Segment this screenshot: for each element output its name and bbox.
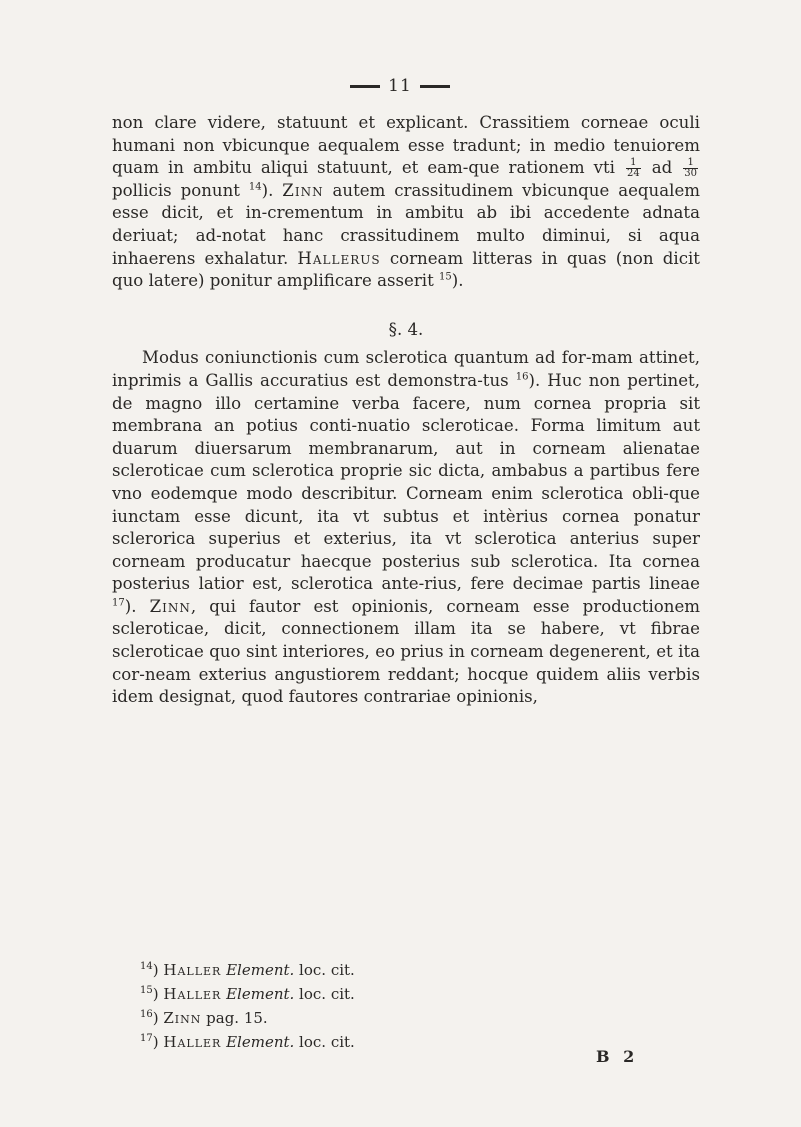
footnote-ref-17: 17 [112,597,125,609]
section-heading: §. 4. [388,319,424,339]
page-number: 11 [340,76,460,96]
header-rule-right [420,85,450,88]
footnote-16: $^{16}$) Zinn pag. 15. [140,1009,268,1027]
author-name: Zinn [149,596,191,616]
footnote-17: $^{17}$) Haller Element. loc. cit. [140,1033,355,1051]
footnote-ref-14: 14 [248,181,262,193]
paragraph-1: non clare videre, statuunt et explicant. Crassitiem corneae oculi humani non vbicunque aequalem esse tradunt; in medio tenuiorem quam in ambitu aliqui statuunt, et eam-que rationem vti $\frac{1}{24}$ ad $\frac{1}{30}$ pollicis ponunt $^{14}$). Zinn autem crassitudinem vbicunque aequalem esse dicit, et in-crementum in ambitu ab ibi accedente adnata deriuat; ad-notat hanc crassitudinem multo diminui, si aqua inhaerens exhalatur. Hallerus corneam litteras in quas (non dicit quo latere) ponitur amplificare asserit $^{15}$). [112,113,700,291]
signature-mark: B 2 [596,1047,639,1066]
paragraph-2: Modus coniunctionis cum sclerotica quantum ad for-mam attinet, inprimis a Gallis accuratius est demonstra-tus $^{16}$). Huc non pertinet, de magno illo certamine verba facere, num cornea propria sit membrana an potius conti-nuatio scleroticae. Forma limitum aut duarum diuersarum membranarum, aut in corneam alienatae scleroticae cum sclerotica proprie sic dicta, ambabus a partibus fere vno eodemque modo describitur. Corneam enim sclerotica obli-que iunctam esse dicunt, ita vt subtus et intèrius cornea ponatur sclerorica superius et exterius, ita vt sclerotica anterius super corneam producatur haecque posterius sub sclerotica. Ita cornea posterius latior est, sclerotica ante-rius, fere decimae partis lineae $^{17}$). Zinn, qui fautor est opinionis, corneam esse productionem scleroticae, dicit, connectionem illam ita se habere, vt fibrae scleroticae quo sint interiores, eo prius in corneam degenerent, et ita cor-neam exterius angustiorem reddant; hocque quidem aliis verbis idem designat, quod fautores contrariae opinionis, [112,348,700,707]
footnote-ref-15: 15 [439,271,452,283]
footnotes [140,958,700,1054]
footnote-14: $^{14}$) Haller Element. loc. cit. [140,961,355,979]
header-rule-left [350,85,380,88]
author-name: Hallerus [297,248,381,268]
fraction-1-24: $\frac{1}{24}$ [626,157,640,180]
body-text [112,112,700,709]
footnote-ref-16: 16 [515,371,529,383]
author-name: Zinn [282,180,324,200]
footnote-15: $^{15}$) Haller Element. loc. cit. [140,985,355,1003]
fraction-1-30: $\frac{1}{30}$ [684,157,697,180]
